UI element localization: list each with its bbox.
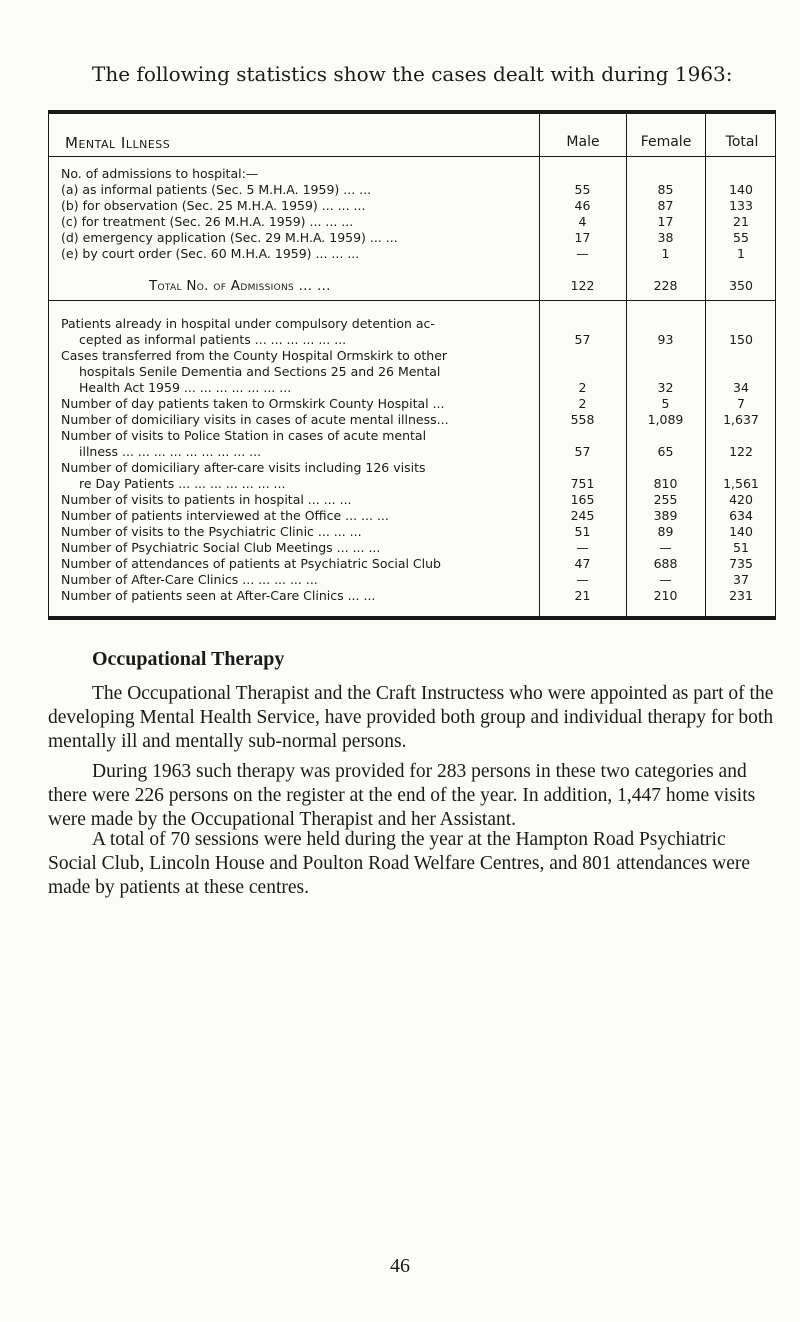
table-row [49,508,775,524]
table-row [49,278,775,294]
row-label: (e) by court order (Sec. 60 M.H.A. 1959) ... ... ... [61,246,360,261]
row-label: Number of day patients taken to Ormskirk County Hospital ... [61,396,445,411]
table-row [49,524,775,540]
cell-male: 165 [570,492,595,507]
cell-female: 32 [657,380,674,395]
row-label: Number of patients seen at After-Care Clinics ... ... [61,588,376,603]
table-row [49,348,775,364]
cell-female: 389 [653,508,678,523]
cell-total: 21 [733,214,749,229]
cell-female: 228 [653,278,678,293]
table-row [49,428,775,444]
row-label: Cases transferred from the County Hospital Ormskirk to other [61,348,448,363]
paragraph: During 1963 such therapy was provided for 283 persons in these two categories and there were 226 persons on the register at the end of the year. In addition, 1,447 home visits were made by the Occupational Therapist and her Assistant. [48,761,756,830]
row-label: (a) as informal patients (Sec. 5 M.H.A. 1959) ... ... [61,182,372,197]
cell-male: 122 [570,278,595,293]
cell-female: 255 [653,492,678,507]
cell-total: 37 [733,572,749,587]
cell-male: 2 [578,396,587,411]
cell-male: — [576,540,589,555]
table-row [49,380,775,396]
table-row [49,230,775,246]
table-row [49,444,775,460]
row-label: hospitals Senile Dementia and Sections 25 and 26 Mental [79,364,441,379]
table-row [49,198,775,214]
table-row [49,460,775,476]
table-row [49,412,775,428]
row-label: Number of After-Care Clinics ... ... ... ... ... [61,572,318,587]
cell-female: 210 [653,588,678,603]
cell-female: — [659,572,672,587]
cell-total: 51 [733,540,749,555]
row-label: cepted as informal patients ... ... ... ... ... ... [79,332,347,347]
cell-female: 85 [657,182,674,197]
table-row [49,364,775,380]
row-label: Number of domiciliary visits in cases of acute mental illness... [61,412,449,427]
cell-male: 47 [574,556,591,571]
cell-male: 2 [578,380,587,395]
cell-male: 558 [570,412,595,427]
table-row [49,246,775,262]
table-row [49,556,775,572]
row-label: Number of visits to patients in hospital ... ... ... [61,492,352,507]
row-label: (d) emergency application (Sec. 29 M.H.A. 1959) ... ... [61,230,398,245]
cell-total: 34 [733,380,749,395]
cell-total: 55 [733,230,749,245]
cell-male: — [576,572,589,587]
table-row [49,588,775,604]
cell-total: 140 [729,182,753,197]
paragraph: The Occupational Therapist and the Craft Instructess who were appointed as part of the developing Mental Health Service, have provided both group and individual therapy for both mentally ill and mentally sub-normal persons. [48,683,774,752]
cell-total: 350 [729,278,753,293]
cell-total: 133 [729,198,753,213]
header-female: Female [640,134,692,150]
paragraph: A total of 70 sessions were held during the year at the Hampton Road Psychiatric Social Club, Lincoln House and Poulton Road Welfare Centres, and 801 attendances were made by patients at these centres. [48,829,751,898]
table-row [49,540,775,556]
cell-female: 5 [661,396,670,411]
cell-total: 1,637 [723,412,759,427]
cell-male: 57 [574,332,591,347]
header-male: Male [566,134,600,150]
row-label: illness ... ... ... ... ... ... ... ... ... [79,444,262,459]
cell-male: — [576,246,589,261]
statistics-table [48,110,776,620]
row-label: Number of visits to the Psychiatric Clinic ... ... ... [61,524,362,539]
cell-female: 810 [653,476,678,491]
cell-female: 89 [657,524,674,539]
cell-total: 122 [729,444,753,459]
cell-total: 140 [729,524,753,539]
cell-male: 21 [574,588,591,603]
cell-female: 688 [653,556,678,571]
row-label: (c) for treatment (Sec. 26 M.H.A. 1959) ... ... ... [61,214,354,229]
table-row [49,492,775,508]
cell-total: 420 [729,492,753,507]
cell-female: 87 [657,198,674,213]
cell-male: 4 [578,214,587,229]
row-label: Total No. of Admissions ... ... [149,278,331,294]
cell-total: 735 [729,556,753,571]
header-total: Total [725,134,759,150]
header-mental-illness: Mental Illness [65,134,171,152]
table-row [49,166,775,182]
row-label: re Day Patients ... ... ... ... ... ... ... [79,476,286,491]
cell-female: 17 [657,214,674,229]
cell-total: 1,561 [723,476,759,491]
cell-female: 38 [657,230,674,245]
row-label: Number of visits to Police Station in cases of acute mental [61,428,427,443]
cell-female: 1 [661,246,670,261]
table-row [49,332,775,348]
total-divider [49,300,775,301]
cell-male: 55 [574,182,591,197]
page-number: 46 [390,1255,410,1277]
cell-total: 634 [729,508,753,523]
table-row [49,182,775,198]
cell-female: 65 [657,444,674,459]
row-label: Health Act 1959 ... ... ... ... ... ... ... [79,380,292,395]
cell-male: 17 [574,230,591,245]
row-label: Number of Psychiatric Social Club Meetings ... ... ... [61,540,381,555]
table-row [49,476,775,492]
cell-total: 7 [737,396,745,411]
cell-female: 93 [657,332,674,347]
cell-male: 245 [570,508,595,523]
section-title: Occupational Therapy [92,648,285,670]
cell-male: 57 [574,444,591,459]
cell-male: 751 [570,476,595,491]
intro-text: The following statistics show the cases dealt with during 1963: [92,62,733,86]
table-row [49,572,775,588]
row-label: Patients already in hospital under compulsory detention ac- [61,316,435,331]
row-label: Number of domiciliary after-care visits including 126 visits [61,460,426,475]
cell-female: — [659,540,672,555]
table-row [49,214,775,230]
cell-total: 1 [737,246,745,261]
cell-male: 46 [574,198,591,213]
table-row [49,396,775,412]
cell-female: 1,089 [647,412,684,427]
row-label: No. of admissions to hospital:— [61,166,259,181]
row-label: (b) for observation (Sec. 25 M.H.A. 1959) ... ... ... [61,198,366,213]
row-label: Number of attendances of patients at Psychiatric Social Club [61,556,441,571]
table-row [49,316,775,332]
header-divider [49,156,775,157]
cell-male: 51 [574,524,591,539]
row-label: Number of patients interviewed at the Office ... ... ... [61,508,389,523]
cell-total: 231 [729,588,753,603]
cell-total: 150 [729,332,753,347]
